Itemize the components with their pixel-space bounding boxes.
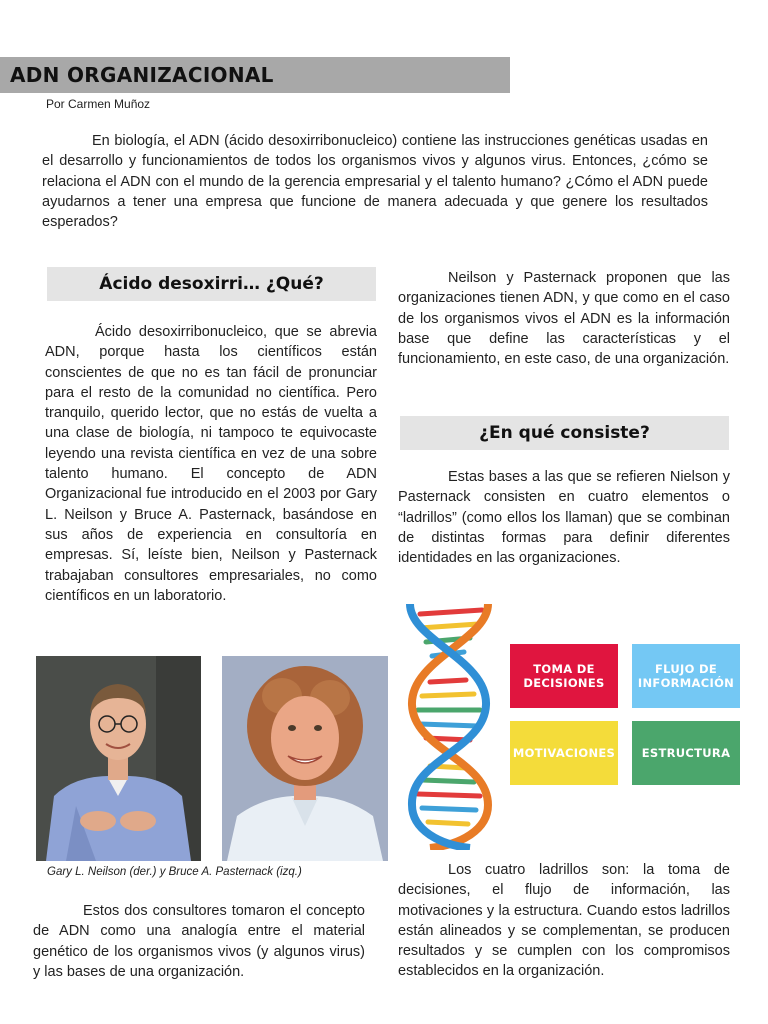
page-title: ADN ORGANIZACIONAL — [10, 63, 274, 87]
byline: Por Carmen Muñoz — [46, 97, 151, 111]
section-heading-consiste: ¿En qué consiste? — [400, 416, 729, 450]
photo-caption: Gary L. Neilson (der.) y Bruce A. Pasternack (izq.) — [47, 866, 302, 878]
section-acido-paragraph: Ácido desoxirribonucleico, que se abrevia ADN, porque hasta los científicos están conscientes de que no es tan fácil de pronunciar para el resto de la comunidad no científica. Pero tranquilo, querido lector, que no estás de vuelta a una clase de biología, ni tampoco te equivocaste leyendo una revista científica en vez de una sobre talento humano. El concepto de ADN Organizacional fue introducido en el 2003 por Gary L. Neilson y Bruce A. Pasternack, basándose en sus años de experiencia en consultoría en empresas. Sí, leíste bien, Neilson y Pasternack trabajaban consultores empresariales, no como científicos en un laboratorio. — [45, 324, 377, 604]
tile-toma-de-decisiones: TOMA DE DECISIONES — [510, 644, 618, 708]
tile-estructura: ESTRUCTURA — [632, 721, 740, 785]
tile-flujo-de-informacion: FLUJO DE INFORMACIÓN — [632, 644, 740, 708]
left-paragraph-2: Estos dos consultores tomaron el concepto de ADN como una analogía entre el material genético de los organismos vivos (y algunos virus) y las bases de una organización. — [33, 903, 365, 980]
photo-neilson — [36, 656, 201, 861]
section-consiste-paragraph: Estas bases a las que se refieren Nielson y Pasternack consisten en cuatro elementos o “ladrillos” (como ellos los llaman) que se combinan de distintas formas para definir diferentes identidades en las organizaciones. — [398, 469, 730, 567]
dna-helix-illustration — [400, 600, 500, 850]
title-bar — [0, 57, 510, 93]
right-paragraph-1: Neilson y Pasternack proponen que las organizaciones tienen ADN, y que como en el caso de los organismos vivos el ADN es la información base que define las características y el funcionamiento, en este caso, de una organización. — [398, 270, 730, 368]
intro-paragraph: En biología, el ADN (ácido desoxirribonucleico) contiene las instrucciones genéticas usadas en el desarrollo y funcionamientos de todos los organismos vivos y algunos virus. Entonces, ¿cómo se relaciona el ADN con el mundo de la gerencia empresarial y el talento humano? ¿Cómo el ADN puede ayudarnos a tener una empresa que funcione de manera adecuada y que genere los resultados esperados? — [42, 133, 708, 231]
tile-motivaciones: MOTIVACIONES — [510, 721, 618, 785]
right-paragraph-3: Los cuatro ladrillos son: la toma de decisiones, el flujo de información, las motivaciones y la estructura. Cuando estos ladrillos están alineados y se complementan, se producen resultados y se cumplen con los compromisos establecidos en la organización. — [398, 862, 730, 980]
photo-pasternack — [222, 656, 388, 861]
section-heading-acido: Ácido desoxirri… ¿Qué? — [47, 267, 376, 301]
